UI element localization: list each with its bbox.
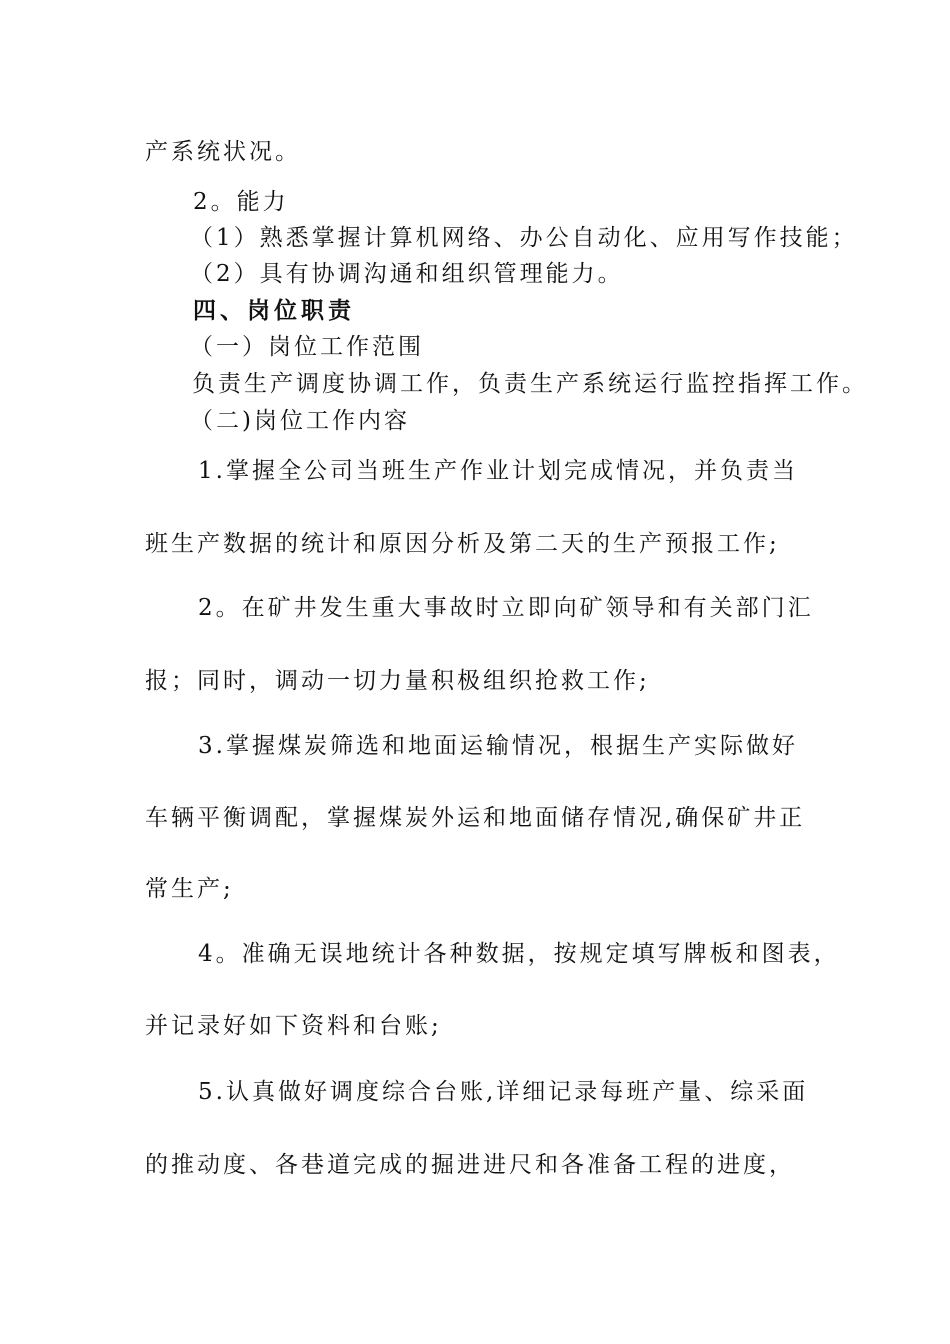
text-line-3: （1）熟悉掌握计算机网络、办公自动化、应用写作技能； — [190, 225, 858, 251]
text-line-10: 班生产数据的统计和原因分析及第二天的生产预报工作; — [145, 531, 780, 557]
text-line-1: 产系统状况。 — [145, 139, 301, 165]
subheading-content: （二)岗位工作内容 — [190, 408, 410, 434]
text-line-15: 常生产; — [145, 876, 234, 902]
text-line-17: 并记录好如下资料和台账; — [145, 1013, 442, 1039]
text-line-9: 1.掌握全公司当班生产作业计划完成情况，并负责当 — [198, 458, 798, 484]
subsection-ability: 2。能力 — [193, 189, 289, 215]
text-line-13: 3.掌握煤炭筛选和地面运输情况，根据生产实际做好 — [198, 733, 798, 759]
text-line-19: 的推动度、各巷道完成的掘进进尺和各准备工程的进度， — [145, 1152, 795, 1178]
text-line-18: 5.认真做好调度综合台账,详细记录每班产量、综采面 — [198, 1079, 809, 1105]
text-line-14: 车辆平衡调配，掌握煤炭外运和地面储存情况,确保矿井正 — [145, 805, 806, 831]
subheading-scope: （一）岗位工作范围 — [190, 334, 424, 360]
text-line-7: 负责生产调度协调工作，负责生产系统运行监控指挥工作。 — [192, 371, 868, 397]
text-line-11: 2。在矿井发生重大事故时立即向矿领导和有关部门汇 — [198, 595, 814, 621]
section-heading-duties: 四、岗位职责 — [193, 298, 355, 324]
text-line-12: 报；同时，调动一切力量积极组织抢救工作; — [145, 668, 650, 694]
text-line-4: （2）具有协调沟通和组织管理能力。 — [190, 261, 624, 287]
text-line-16: 4。准确无误地统计各种数据，按规定填写牌板和图表， — [198, 941, 840, 967]
